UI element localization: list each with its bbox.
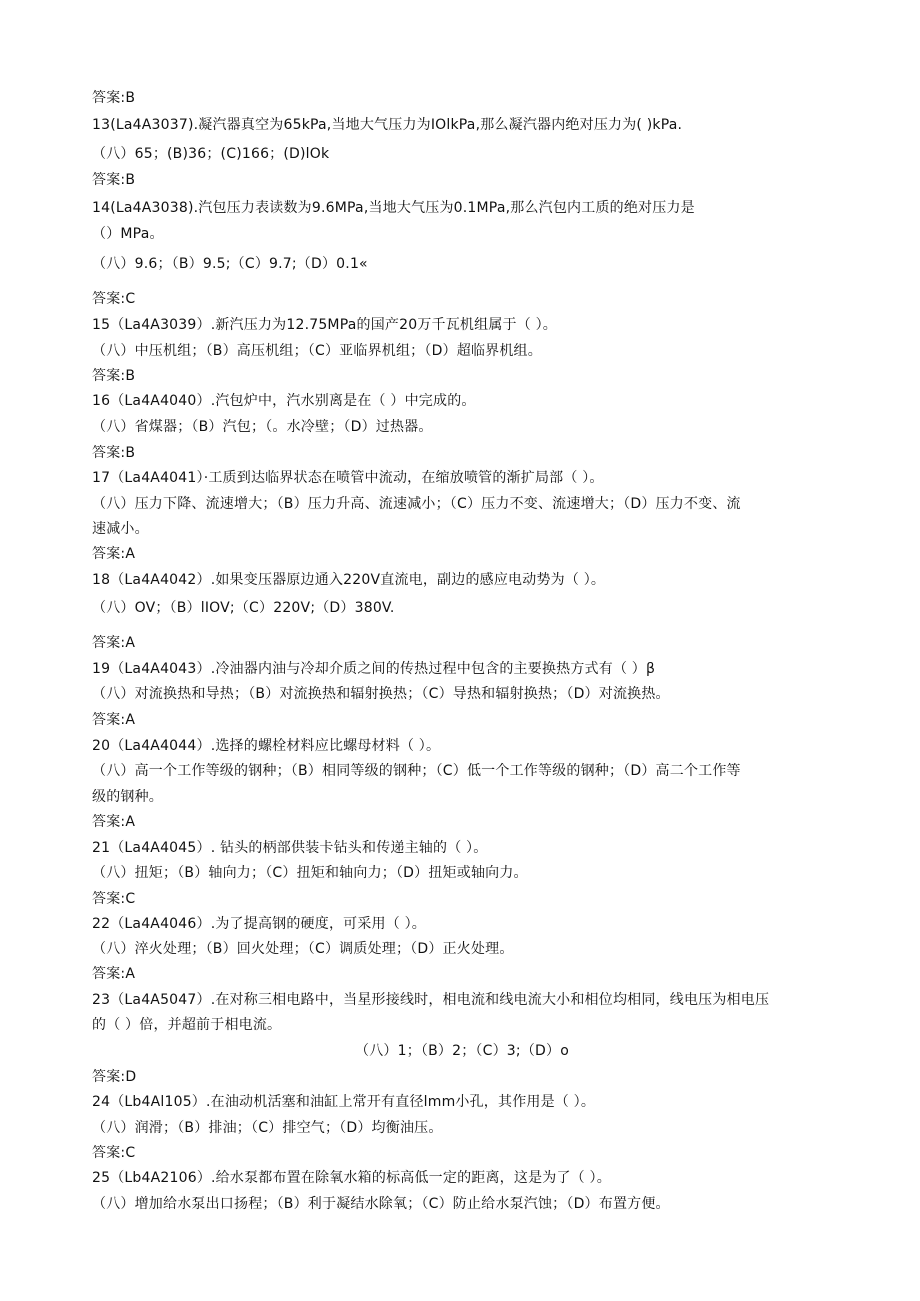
question-14-cont: （）MPa。 xyxy=(92,226,164,242)
question-20: 20（La4A4044）.选择的螺栓材料应比螺母材料（ ）。 xyxy=(92,738,441,754)
options-19: （八）对流换热和导热；（B）对流换热和辐射换热；（C）导热和辐射换热；（D）对流换热。 xyxy=(92,686,670,702)
answer-line: 答案:A xyxy=(92,635,136,651)
options-20-cont: 级的钢种。 xyxy=(92,789,163,805)
answer-line: 答案:D xyxy=(92,1069,137,1085)
answer-line: 答案:B xyxy=(92,90,136,106)
answer-line: 答案:A xyxy=(92,966,136,982)
question-22: 22（La4A4046）.为了提高钢的硬度，可采用（ ）。 xyxy=(92,916,427,932)
question-23-cont: 的（ ）倍，并超前于相电流。 xyxy=(92,1017,282,1033)
options-20: （八）高一个工作等级的钢种；（B）相同等级的钢种；（C）低一个工作等级的钢种；（D）高二个工作等 xyxy=(92,763,741,779)
question-19: 19（La4A4043）.冷油器内油与冷却介质之间的传热过程中包含的主要换热方式有（ ）β xyxy=(92,661,656,677)
answer-line: 答案:B xyxy=(92,368,136,384)
question-25: 25（Lb4A2106）.给水泵都布置在除氧水箱的标高低一定的距离，这是为了（ ）。 xyxy=(92,1170,611,1186)
question-13: 13(La4A3037).凝汽器真空为65kPa,当地大气压力为IOlkPa,那么凝汽器内绝对压力为( )kPa. xyxy=(92,117,683,133)
options-15: （八）中压机组；（B）高压机组；（C）亚临界机组；（D）超临界机组。 xyxy=(92,343,542,359)
options-16: （八）省煤器；（B）汽包；（。水冷壁；（D）过热器。 xyxy=(92,419,433,435)
question-21: 21（La4A4045）. 钻头的柄部供装卡钻头和传递主轴的（ ）。 xyxy=(92,840,488,856)
answer-line: 答案:C xyxy=(92,891,136,907)
options-14: （八）9.6；（B）9.5;（C）9.7;（D）0.1« xyxy=(92,256,368,272)
question-16: 16（La4A4040）.汽包炉中，汽水别离是在（ ）中完成的。 xyxy=(92,393,476,409)
question-15: 15（La4A3039）.新汽压力为12.75MPa的国产20万千瓦机组属于（ ）。 xyxy=(92,317,557,333)
question-24: 24（Lb4Al105）.在油动机活塞和油缸上常开有直径lmm小孔，其作用是（ ）。 xyxy=(92,1094,596,1110)
options-22: （八）淬火处理；（B）回火处理；（C）调质处理；（D）正火处理。 xyxy=(92,941,514,957)
question-17: 17（La4A4041）·工质到达临界状态在喷管中流动，在缩放喷管的渐扩局部（ ）。 xyxy=(92,470,604,486)
options-17: （八）压力下降、流速增大；（B）压力升高、流速减小；（C）压力不变、流速增大；（D）压力不变、流 xyxy=(92,496,741,512)
answer-line: 答案:A xyxy=(92,546,136,562)
answer-line: 答案:C xyxy=(92,291,136,307)
answer-line: 答案:A xyxy=(92,814,136,830)
question-23: 23（La4A5047）.在对称三相电路中，当星形接线时，相电流和线电流大小和相位均相同，线电压为相电压 xyxy=(92,992,770,1008)
options-21: （八）扭矩；（B）轴向力；（C）扭矩和轴向力；（D）扭矩或轴向力。 xyxy=(92,865,528,881)
answer-line: 答案:B xyxy=(92,445,136,461)
answer-line: 答案:B xyxy=(92,172,136,188)
options-18: （八）OV；（B）lIOV;（C）220V;（D）380V. xyxy=(92,600,395,616)
answer-line: 答案:A xyxy=(92,712,136,728)
options-23: （八）1；（B）2；（C）3;（D）o xyxy=(355,1043,569,1059)
answer-line: 答案:C xyxy=(92,1145,136,1161)
options-24: （八）润滑；（B）排油；（C）排空气；（D）均衡油压。 xyxy=(92,1120,443,1136)
options-17-cont: 速减小。 xyxy=(92,521,149,537)
question-14: 14(La4A3038).汽包压力表读数为9.6MPa,当地大气压为0.1MPa,那么汽包内工质的绝对压力是 xyxy=(92,200,695,216)
question-18: 18（La4A4042）.如果变压器原边通入220V直流电，副边的感应电动势为（ ）。 xyxy=(92,572,606,588)
options-25: （八）增加给水泵出口扬程；（B）利于凝结水除氧；（C）防止给水泵汽蚀；（D）布置方便。 xyxy=(92,1196,670,1212)
options-13: （八）65；(B)36；(C)166；(D)lOk xyxy=(92,146,330,162)
